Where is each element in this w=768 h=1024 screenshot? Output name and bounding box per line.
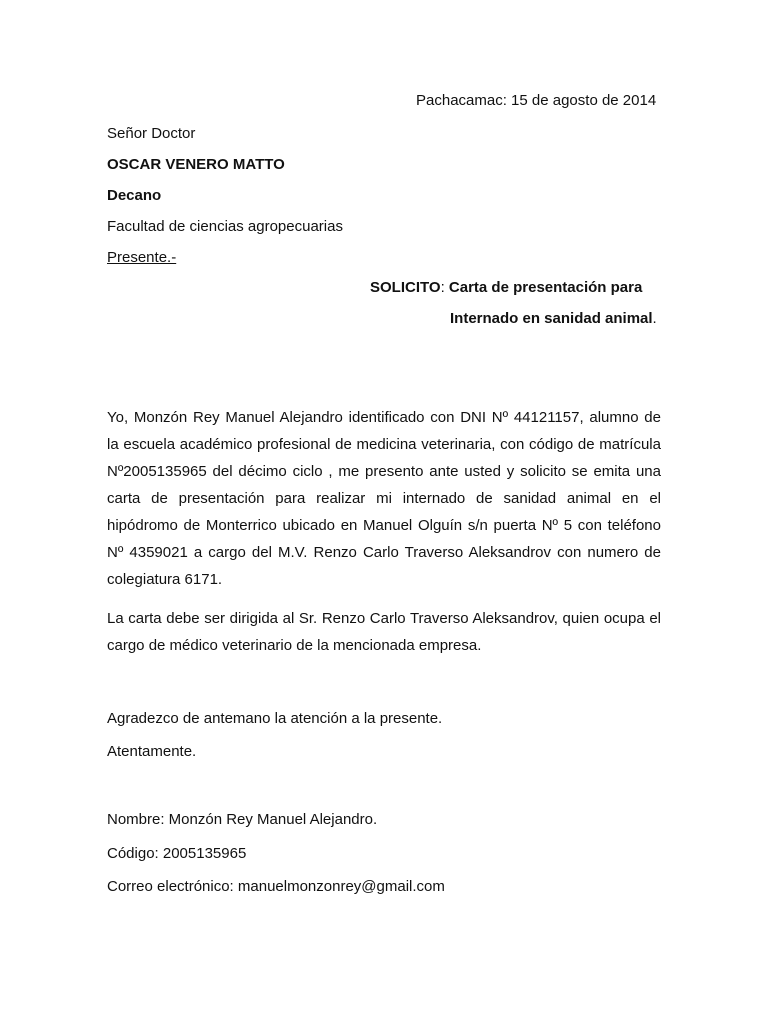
paragraph-2-line: La carta debe ser dirigida al Sr. Renzo Carlo Traverso Aleksandrov, quien ocupa el [107,610,661,627]
subject-line-2 [450,310,657,328]
signature-name: Nombre: Monzón Rey Manuel Alejandro. [107,811,378,828]
recipient-title: Decano [107,187,162,204]
recipient-name: OSCAR VENERO MATTO [107,156,285,173]
subject-line-1 [370,279,642,297]
subject-label: SOLICITO [370,279,441,296]
paragraph-1-line: hipódromo de Monterrico ubicado en Manuel Olguín s/n puerta Nº 5 con teléfono [107,517,661,534]
subject-text-1: Carta de presentación para [448,279,643,296]
paragraph-1-line: Nº 4359021 a cargo del M.V. Renzo Carlo Traverso Aleksandrov con numero de [107,544,661,561]
signature-email: Correo electrónico: manuelmonzonrey@gmail.com [107,878,445,895]
letter-date: Pachacamac: 15 de agosto de 2014 [416,92,657,109]
salutation: Señor Doctor [107,125,196,142]
paragraph-1-line: Nº2005135965 del décimo ciclo , me presento ante usted y solicito se emita una [107,463,661,480]
paragraph-1-line: carta de presentación para realizar mi internado de sanidad animal en el [107,490,661,507]
presente-label: Presente.- [107,249,177,266]
closing-text: Atentamente. [107,743,197,760]
subject-line-2-period: . [652,310,657,327]
thanks-text: Agradezco de antemano la atención a la presente. [107,710,443,727]
subject-text-2: Internado en sanidad animal [450,310,653,327]
paragraph-1-line: colegiatura 6171. [107,571,223,588]
subject-separator: : [440,279,445,296]
paragraph-1-line: Yo, Monzón Rey Manuel Alejandro identificado con DNI Nº 44121157, alumno de [107,409,661,426]
paragraph-1-line: la escuela académico profesional de medicina veterinaria, con código de matrícula [107,436,661,453]
signature-code: Código: 2005135965 [107,845,247,862]
paragraph-2-line: cargo de médico veterinario de la mencionada empresa. [107,637,482,654]
faculty-name: Facultad de ciencias agropecuarias [107,218,343,235]
